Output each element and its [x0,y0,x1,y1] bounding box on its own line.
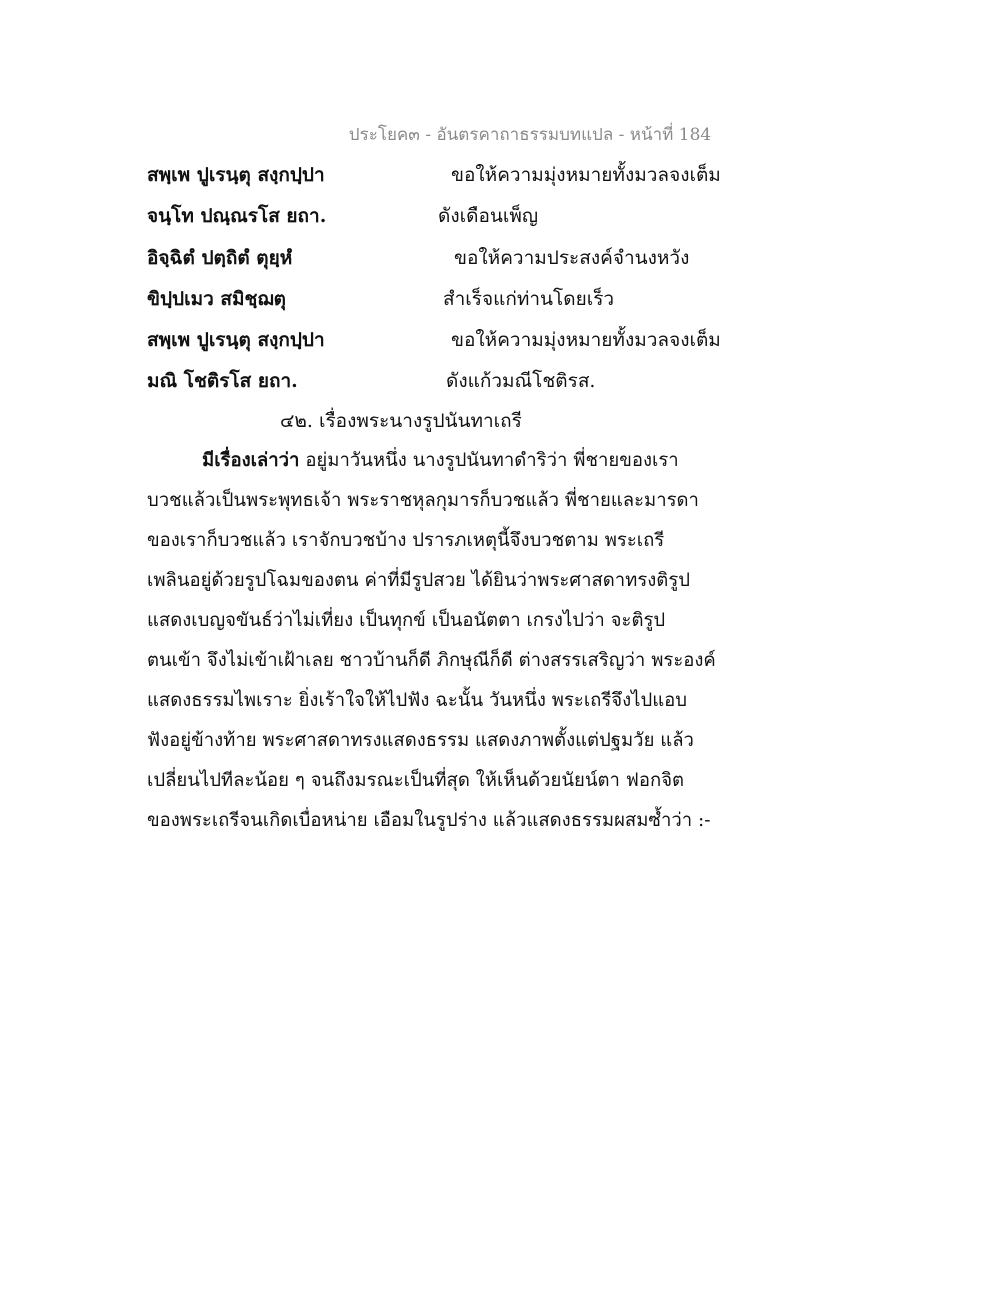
verse-pali: อิจฺฉิตํ ปตฺถิตํ ตุยฺหํ [147,247,293,269]
story-title: ๔๒. เรื่องพระนางรูปนันทาเถรี [280,410,522,432]
verse-row [147,366,867,406]
verse-row [147,284,867,324]
verse-thai: ดังแก้วมณีโชติรส. [446,370,596,392]
verse-row [147,243,867,283]
paragraph-line-text: อยู่มาวันหนึ่ง นางรูปนันทาดำริว่า พี่ชายของเรา [299,450,679,471]
paragraph-line: บวชแล้วเป็นพระพุทธเจ้า พระราชหุลกุมารก็บวชแล้ว พี่ชายและมารดา [147,490,699,511]
verse-pali: สพฺเพ ปูเรนฺตุ สงฺกปฺปา [147,329,325,351]
verse-thai: ดังเดือนเพ็ญ [438,205,539,227]
paragraph-line: ของพระเถรีจนเกิดเบื่อหน่าย เอือมในรูปร่าง แล้วแสดงธรรมผสมซ้ำว่า :- [147,810,711,831]
verse-thai: สำเร็จแก่ท่านโดยเร็ว [443,288,615,310]
paragraph-line: ฟังอยู่ข้างท้าย พระศาสดาทรงแสดงธรรม แสดงภาพตั้งแต่ปฐมวัย แล้ว [147,730,694,751]
story-lead: มีเรื่องเล่าว่า [202,450,300,471]
verse-pali: สพฺเพ ปูเรนฺตุ สงฺกปฺปา [147,164,325,186]
paragraph-line: ของเราก็บวชแล้ว เราจักบวชบ้าง ปรารภเหตุนี้จึงบวชตาม พระเถรี [147,530,665,551]
verse-row [147,325,867,365]
verse-row [147,160,867,200]
verse-thai: ขอให้ความมุ่งหมายทั้งมวลจงเต็ม [451,164,721,186]
verse-thai: ขอให้ความมุ่งหมายทั้งมวลจงเต็ม [451,329,721,351]
verse-pali: มณิ โชติรโส ยถา. [147,370,298,392]
verse-row [147,201,867,241]
paragraph-line [147,446,747,486]
verse-pali: จนฺโท ปณฺณรโส ยถา. [147,205,327,227]
paragraph-line: เพลินอยู่ด้วยรูปโฉมของตน ค่าที่มีรูปสวย ได้ยินว่าพระศาสดาทรงติรูป [147,570,691,591]
story-paragraph [147,446,747,846]
paragraph-line: เปลี่ยนไปทีละน้อย ๆ จนถึงมรณะเป็นที่สุด ให้เห็นด้วยนัยน์ตา ฟอกจิต [147,770,685,791]
paragraph-line: แสดงเบญจขันธ์ว่าไม่เที่ยง เป็นทุกข์ เป็นอนัตตา เกรงไปว่า จะติรูป [147,610,666,631]
paragraph-line: ตนเข้า จึงไม่เข้าเฝ้าเลย ชาวบ้านก็ดี ภิกษุณีก็ดี ต่างสรรเสริญว่า พระองค์ [147,650,716,671]
paragraph-line: แสดงธรรมไพเราะ ยิ่งเร้าใจให้ไปฟัง ฉะนั้น วันหนึ่ง พระเถรีจึงไปแอบ [147,690,687,711]
verse-thai: ขอให้ความประสงค์จำนงหวัง [454,247,690,269]
page-header: ประโยค๓ - อันตรคาถาธรรมบทแปล - หน้าที่ 184 [348,125,712,145]
verse-pali: ขิปฺปเมว สมิชฺฌตุ [147,288,287,310]
